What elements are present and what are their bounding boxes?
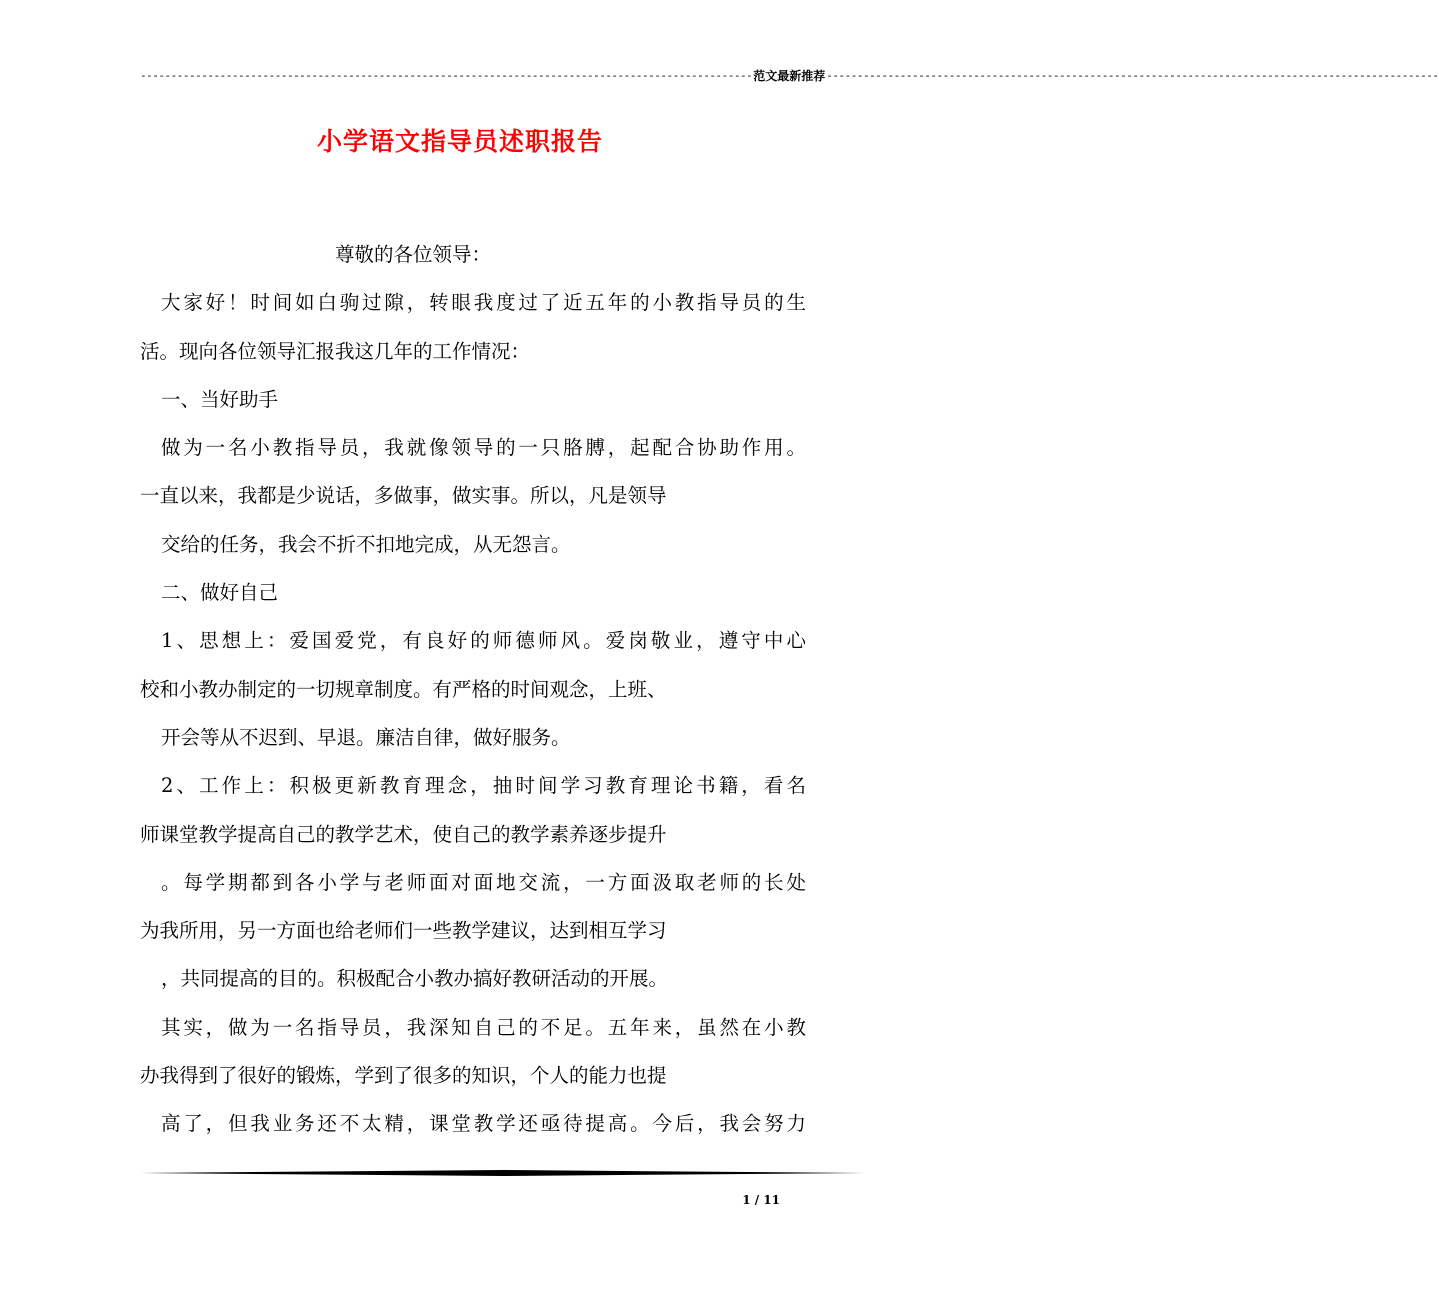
- body-line: 一直以来，我都是少说话，多做事，做实事。所以，凡是领导: [140, 484, 667, 508]
- body-line: 2、工作上：积极更新教育理念，抽时间学习教育理论书籍，看名: [161, 774, 806, 798]
- salutation-line: 尊敬的各位领导：: [335, 243, 492, 266]
- body-line: 交给的任务，我会不折不扣地完成，从无怨言。: [161, 532, 571, 556]
- document-body: [140, 240, 806, 1158]
- body-line: 1、思想上：爱国爱党，有良好的师德师风。爱岗敬业，遵守中心: [161, 629, 806, 653]
- body-line: ，共同提高的目的。积极配合小教办搞好教研活动的开展。: [161, 967, 669, 991]
- document-title: 小学语文指导员述职报告: [316, 127, 603, 156]
- header-dashes-left: ----------------------------------------------------------------------------------------------------: [140, 69, 753, 82]
- body-line: 做为一名小教指导员，我就像领导的一只胳膊，起配合协助作用。: [161, 436, 806, 460]
- body-line: 活。现向各位领导汇报我这几年的工作情况：: [140, 339, 531, 363]
- body-line: 校和小教办制定的一切规章制度。有严格的时间观念，上班、: [140, 677, 667, 701]
- section-heading: 二、做好自己: [161, 581, 279, 605]
- body-line: 师课堂教学提高自己的教学艺术，使自己的教学素养逐步提升: [140, 822, 667, 846]
- page-number: 1 / 11: [742, 1193, 780, 1207]
- body-line: 大家好！时间如白驹过隙，转眼我度过了近五年的小教指导员的生: [161, 291, 806, 315]
- body-line: 高了，但我业务还不太精，课堂教学还亟待提高。今后，我会努力: [161, 1112, 806, 1136]
- body-line: 其实，做为一名指导员，我深知自己的不足。五年来，虽然在小教: [161, 1015, 806, 1039]
- body-line: 为我所用，另一方面也给老师们一些教学建议，达到相互学习: [140, 919, 667, 943]
- header-label: 范文最新推荐: [753, 69, 826, 83]
- footer-rule: [140, 1170, 864, 1176]
- header-dashes-right: ----------------------------------------------------------------------------------------------------: [826, 69, 1439, 82]
- body-line: 。每学期都到各小学与老师面对面地交流，一方面汲取老师的长处: [161, 870, 806, 894]
- page-header: [140, 68, 1439, 84]
- section-heading: 一、当好助手: [161, 387, 279, 411]
- body-line: 办我得到了很好的锻炼，学到了很多的知识，个人的能力也提: [140, 1064, 667, 1088]
- body-line: 开会等从不迟到、早退。廉洁自律，做好服务。: [161, 725, 571, 749]
